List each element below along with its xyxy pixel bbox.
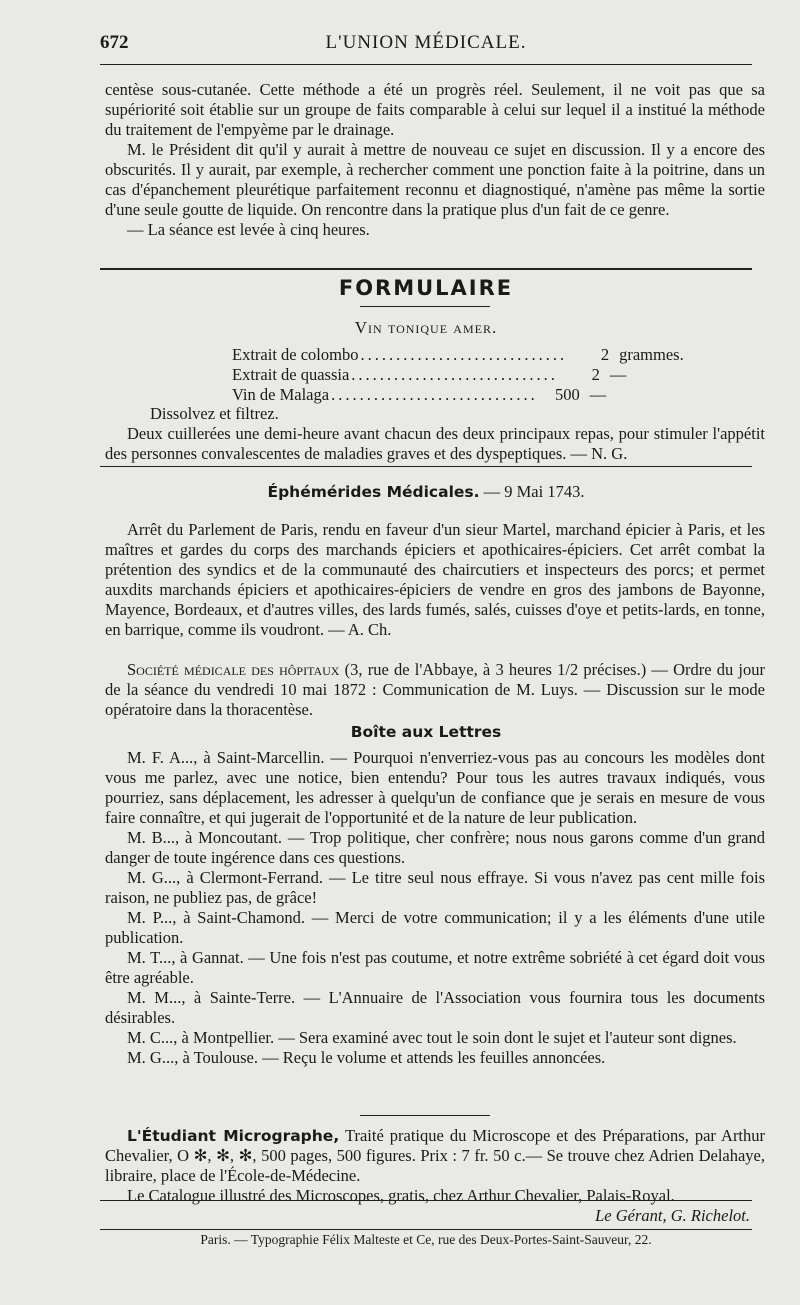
ingredient-qty: 2: [591, 365, 600, 384]
signature-rule: [100, 1200, 752, 1201]
page-number: 672: [100, 32, 129, 53]
ingredient-unit: grammes.: [619, 345, 684, 364]
leader-dots: .............................: [331, 385, 538, 404]
recipe-title: Vin tonique amer.: [354, 318, 498, 337]
boite-heading: Boîte aux Lettres: [350, 723, 502, 741]
leader-dots: .............................: [351, 365, 558, 384]
ephemerides-heading: Éphémérides Médicales.: [267, 483, 480, 501]
running-title: L'UNION MÉDICALE.: [325, 32, 527, 53]
formulaire-heading: FORMULAIRE: [338, 276, 514, 300]
ephemerides-heading-line: [100, 482, 752, 502]
ephemerides-date: — 9 Mai 1743.: [483, 482, 585, 501]
ingredient-row: [232, 365, 652, 385]
ingredient-row: [232, 385, 652, 405]
societe-text: (3, rue de l'Abbaye, à 3 heures 1/2 précises.) — Ordre du jour de la séance du vendredi 10 mai 1872 : Communication de M. Luys. — Discussion sur le mode opératoire dans la thoracentèse.: [105, 660, 766, 719]
societe-section: [105, 660, 765, 720]
letter-item: M. F. A..., à Saint-Marcellin. — Pourquoi n'enverriez-vous pas au concours les modèles dont vous me parlez, avec une notice, bien entendu? Pour tous les autres travaux indiqués, vous pourriez, sans déplacement, les adresser à quelqu'un de confiance que je serais en mesure de vous faire connaître, et qui jugerait de l'opportunité et de la nature de leur publication.: [105, 748, 765, 827]
boite-section: [105, 748, 765, 1068]
header-rule: [100, 64, 752, 65]
advert-section: [105, 1126, 765, 1206]
letter-item: M. M..., à Sainte-Terre. — L'Annuaire de l'Association vous fournira tous les documents désirables.: [105, 988, 765, 1027]
ephemerides-section: [105, 520, 765, 640]
ingredient-qty: 2: [600, 345, 610, 364]
printer-footer: Paris. — Typographie Félix Malteste et Ce, rue des Deux-Portes-Saint-Sauveur, 22.: [200, 1232, 652, 1247]
ingredient-name: Extrait de colombo: [232, 345, 359, 364]
page-header: [100, 32, 752, 62]
ingredient-list: [232, 345, 684, 405]
advert-title: L'Étudiant Micrographe,: [127, 1127, 340, 1145]
ingredient-unit: —: [589, 385, 607, 404]
top-section: [105, 80, 765, 240]
catalogue-note: Le Catalogue illustré des Microscopes, gratis, chez Arthur Chevalier, Palais-Royal.: [127, 1186, 675, 1205]
section-rule: [100, 466, 752, 467]
paragraph-seance-levee: — La séance est levée à cinq heures.: [127, 220, 370, 239]
instruction-filter: Dissolvez et filtrez.: [150, 404, 279, 423]
short-rule: [360, 1115, 490, 1116]
ingredient-row: [232, 345, 684, 365]
societe-name: Société médicale des hôpitaux: [127, 660, 340, 679]
letter-item: M. C..., à Montpellier. — Sera examiné avec tout le soin dont le sujet et l'auteur sont dignes.: [127, 1028, 737, 1047]
footer-rule: [100, 1229, 752, 1230]
letter-item: M. T..., à Gannat. — Une fois n'est pas coutume, et notre extrême sobriété à cet égard doit vous être agréable.: [105, 948, 765, 987]
signature: Le Gérant, G. Richelot.: [595, 1206, 750, 1225]
ingredient-name: Vin de Malaga: [232, 385, 330, 404]
letter-item: M. P..., à Saint-Chamond. — Merci de votre communication; il y a les éléments d'une utile publication.: [105, 908, 765, 947]
letter-item: M. G..., à Toulouse. — Reçu le volume et attends les feuilles annoncées.: [127, 1048, 606, 1067]
ingredient-name: Extrait de quassia: [232, 365, 350, 384]
advert-paragraph: [105, 1126, 765, 1186]
recipe-instructions: [105, 404, 765, 464]
section-rule: [100, 268, 752, 270]
advert-text: Traité pratique du Microscope et des Préparations, par Arthur Chevalier, O ✻, ✻, ✻, 500 pages, 500 figures. Prix : 7 fr. 50 c.— Se trouve chez Adrien Delahaye, libraire, place de l'École-de-Médecine.: [105, 1126, 766, 1185]
letter-item: M. G..., à Clermont-Ferrand. — Le titre seul nous effraye. Si vous n'avez pas cent mille fois raison, ne publiez pas, de grâce!: [105, 868, 765, 907]
paragraph-thoracentese: centèse sous-cutanée. Cette méthode a été un progrès réel. Seulement, il ne voit pas que sa supériorité soit établie sur un groupe de faits comparable à celui sur lequel il a institué la méthode du traitement de l'empyème par le drainage.: [105, 80, 765, 139]
ephemerides-text: Arrêt du Parlement de Paris, rendu en faveur d'un sieur Martel, marchand épicier à Paris, et les maîtres et gardes du corps des marchands épiciers et apothicaires-épiciers. Cet arrêt combat la prétention des syndics et de la communauté des chaircutiers et inspecteurs des porcs; et permet auxdits marchands épiciers et apothicaires-épiciers de vendre en gros des jambons de Bayonne, Mayence, Bordeaux, et d'autres villes, des lards fumés, salés, cuisses d'oye et petits-lards, en tonne, en barrique, comme ils voudront. — A. Ch.: [105, 520, 765, 639]
instruction-dosage: Deux cuillerées une demi-heure avant chacun des deux principaux repas, pour stimuler l'appétit des personnes convalescentes de maladies graves et des dyspeptiques. — N. G.: [105, 424, 765, 463]
ingredient-unit: —: [609, 365, 627, 384]
ingredient-qty: 500: [554, 385, 580, 404]
paragraph-president: M. le Président dit qu'il y aurait à mettre de nouveau ce sujet en discussion. Il y a encore des obscurités. Il y aurait, par exemple, à rechercher comment une ponction faite à la poitrine, dans un cas d'épanchement pleurétique parfaitement reconnu et diagnostiqué, n'amène pas même la sortie d'une seule goutte de liquide. On rencontre dans la pratique plus d'un fait de ce genre.: [105, 140, 765, 219]
letter-item: M. B..., à Moncoutant. — Trop politique, cher confrère; nous nous garons comme d'un grand danger de toute ingérence dans ces questions.: [105, 828, 765, 867]
leader-dots: .............................: [360, 345, 568, 364]
heading-underline: [360, 306, 490, 307]
societe-paragraph: [105, 660, 765, 720]
